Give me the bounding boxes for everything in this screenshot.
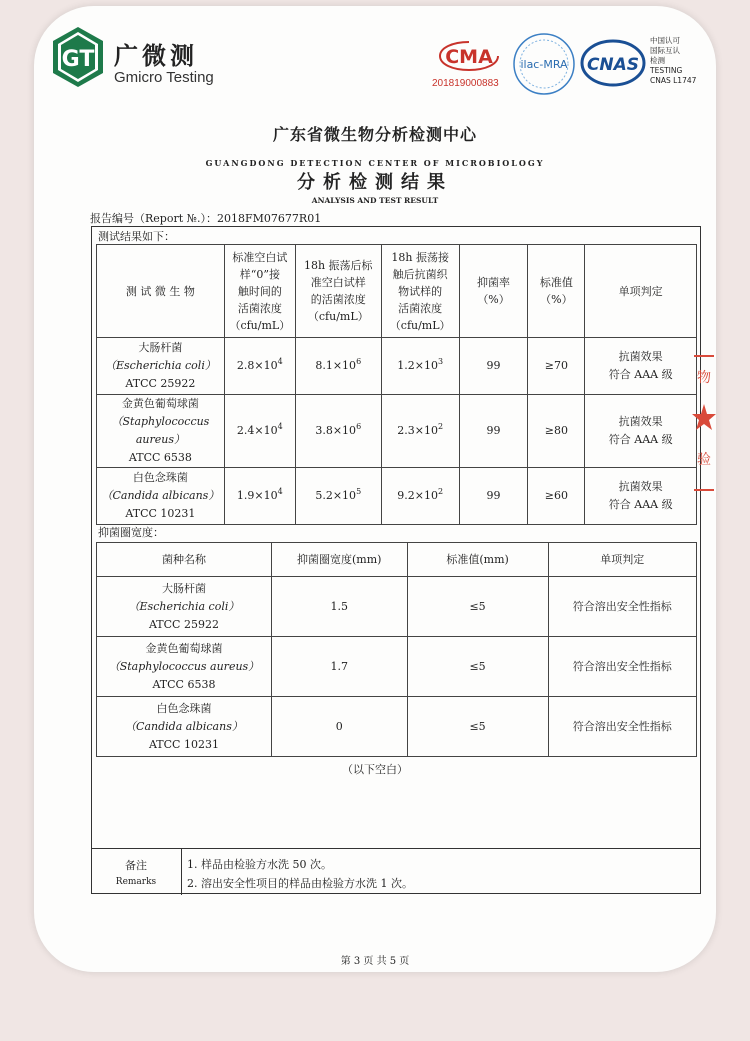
col-header-verdict: 单项判定 (548, 543, 696, 577)
cma-number: 201819000883 (432, 78, 499, 89)
table-row (97, 395, 697, 468)
standard-cell: ≤5 (407, 577, 548, 637)
strain-cell: 金黄色葡萄球菌 （Staphylococcus aureus） ATCC 6538 (97, 637, 272, 697)
verdict-cell: 抗菌效果 符合 AAA 级 (585, 395, 697, 468)
rate-cell: 99 (459, 395, 528, 468)
value-cell: $1.2\times 10^3$ (381, 338, 459, 395)
logo-mark: GT (61, 47, 95, 72)
stamp-char: 物 (697, 370, 711, 386)
col-header-verdict: 单项判定 (585, 245, 697, 338)
remarks-lines (187, 855, 413, 893)
results-label: 测试结果如下： (98, 230, 175, 243)
value-cell: $8.1\times 10^6$ (295, 338, 381, 395)
cnas-line: 检测 (650, 56, 665, 65)
table-row (97, 637, 697, 697)
col-header-standard: 标准值 （%） (528, 245, 585, 338)
value-cell: $3.8\times 10^6$ (295, 395, 381, 468)
report-number: 报告编号（Report №.）：2018FM07677R01 (90, 212, 322, 225)
verdict-cell: 符合溶出安全性指标 (548, 697, 696, 757)
value-cell: $9.2\times 10^2$ (381, 468, 459, 525)
value-cell: $1.9\times 10^4$ (224, 468, 295, 525)
standard-cell: ≤5 (407, 637, 548, 697)
remark-line: 2. 溶出安全性项目的样品由检验方水洗 1 次。 (187, 877, 413, 890)
cma-text: CMA (445, 46, 493, 68)
remarks-label-en: Remarks (115, 877, 157, 887)
table-row (97, 577, 697, 637)
cma-mark-icon (436, 38, 502, 74)
center-title-en: GUANGDONG DETECTION CENTER OF MICROBIOLOGY (205, 158, 545, 168)
col-header-sample-18h: 18h 振荡接 触后抗菌织 物试样的 活菌浓度 （cfu/mL） (381, 245, 459, 338)
zone-width-cell: 1.7 (271, 637, 407, 697)
center-title-cn: 广东省微生物分析检测中心 (272, 125, 477, 144)
cnas-line: 国际互认 (650, 46, 680, 55)
verdict-cell: 抗菌效果 符合 AAA 级 (585, 468, 697, 525)
cnas-accreditation-text (650, 36, 696, 86)
col-header-strain: 菌种名称 (97, 543, 272, 577)
rate-cell: 99 (459, 468, 528, 525)
antibacterial-rate-table (96, 244, 697, 525)
col-header-microbe: 测 试 微 生 物 (97, 245, 225, 338)
col-header-rate: 抑菌率 （%） (459, 245, 528, 338)
col-header-blank-18h: 18h 振荡后标 准空白试样 的活菌浓度 （cfu/mL） (295, 245, 381, 338)
zone-width-cell: 0 (271, 697, 407, 757)
table-row (97, 697, 697, 757)
table-row (97, 468, 697, 525)
table-row (97, 338, 697, 395)
gmicro-logo-icon (52, 26, 104, 88)
col-header-blank-0h: 标准空白试 样“0”接 触时间的 活菌浓度 （cfu/mL） (224, 245, 295, 338)
strain-cell: 白色念珠菌 （Candida albicans） ATCC 10231 (97, 697, 272, 757)
standard-cell: ≥70 (528, 338, 585, 395)
inhibition-zone-table (96, 542, 697, 757)
remarks-section (91, 848, 701, 895)
cnas-line: CNAS L1747 (650, 76, 697, 85)
zone-width-cell: 1.5 (271, 577, 407, 637)
verdict-cell: 符合溶出安全性指标 (548, 637, 696, 697)
brand-name-en: Gmicro Testing (114, 69, 214, 86)
document-title-en: ANALYSIS AND TEST RESULT (311, 196, 439, 205)
strain-cell: 大肠杆菌 （Escherichia coli） ATCC 25922 (97, 577, 272, 637)
value-cell: $2.4\times 10^4$ (224, 395, 295, 468)
blank-below-note: （以下空白） (342, 763, 408, 776)
red-seal-stamp-icon (692, 352, 716, 494)
remark-line: 1. 样品由检验方水洗 50 次。 (187, 858, 332, 871)
ilac-text: ilac-MRA (520, 58, 568, 71)
microbe-cell: 大肠杆菌 （Escherichia coli） ATCC 25922 (97, 338, 225, 395)
ilac-mra-icon (512, 32, 576, 96)
standard-cell: ≥60 (528, 468, 585, 525)
page-number: 第 3 页 共 5 页 (340, 956, 410, 967)
cnas-line: 中国认可 (650, 36, 680, 45)
cnas-mark-icon (580, 38, 646, 88)
zone-width-label: 抑菌圈宽度： (98, 526, 164, 539)
value-cell: $5.2\times 10^5$ (295, 468, 381, 525)
cnas-text: CNAS (586, 55, 640, 75)
col-header-standard: 标准值(mm) (407, 543, 548, 577)
microbe-cell: 白色念珠菌 （Candida albicans） ATCC 10231 (97, 468, 225, 525)
table-header-row (97, 245, 697, 338)
col-header-zone-width: 抑菌圈宽度(mm) (271, 543, 407, 577)
remarks-label (91, 849, 182, 895)
standard-cell: ≤5 (407, 697, 548, 757)
value-cell: $2.3\times 10^2$ (381, 395, 459, 468)
brand-name-cn: 广微测 (114, 42, 198, 70)
standard-cell: ≥80 (528, 395, 585, 468)
cnas-line: TESTING (650, 66, 683, 75)
value-cell: $2.8\times 10^4$ (224, 338, 295, 395)
report-page (34, 6, 716, 972)
remarks-label-cn: 备注 (125, 859, 147, 872)
stamp-char: 验 (697, 452, 711, 468)
document-title-cn: 分析检测结果 (297, 172, 453, 193)
microbe-cell: 金黄色葡萄球菌 （Staphylococcus aureus） ATCC 6538 (97, 395, 225, 468)
verdict-cell: 符合溶出安全性指标 (548, 577, 696, 637)
table-header-row (97, 543, 697, 577)
rate-cell: 99 (459, 338, 528, 395)
verdict-cell: 抗菌效果 符合 AAA 级 (585, 338, 697, 395)
